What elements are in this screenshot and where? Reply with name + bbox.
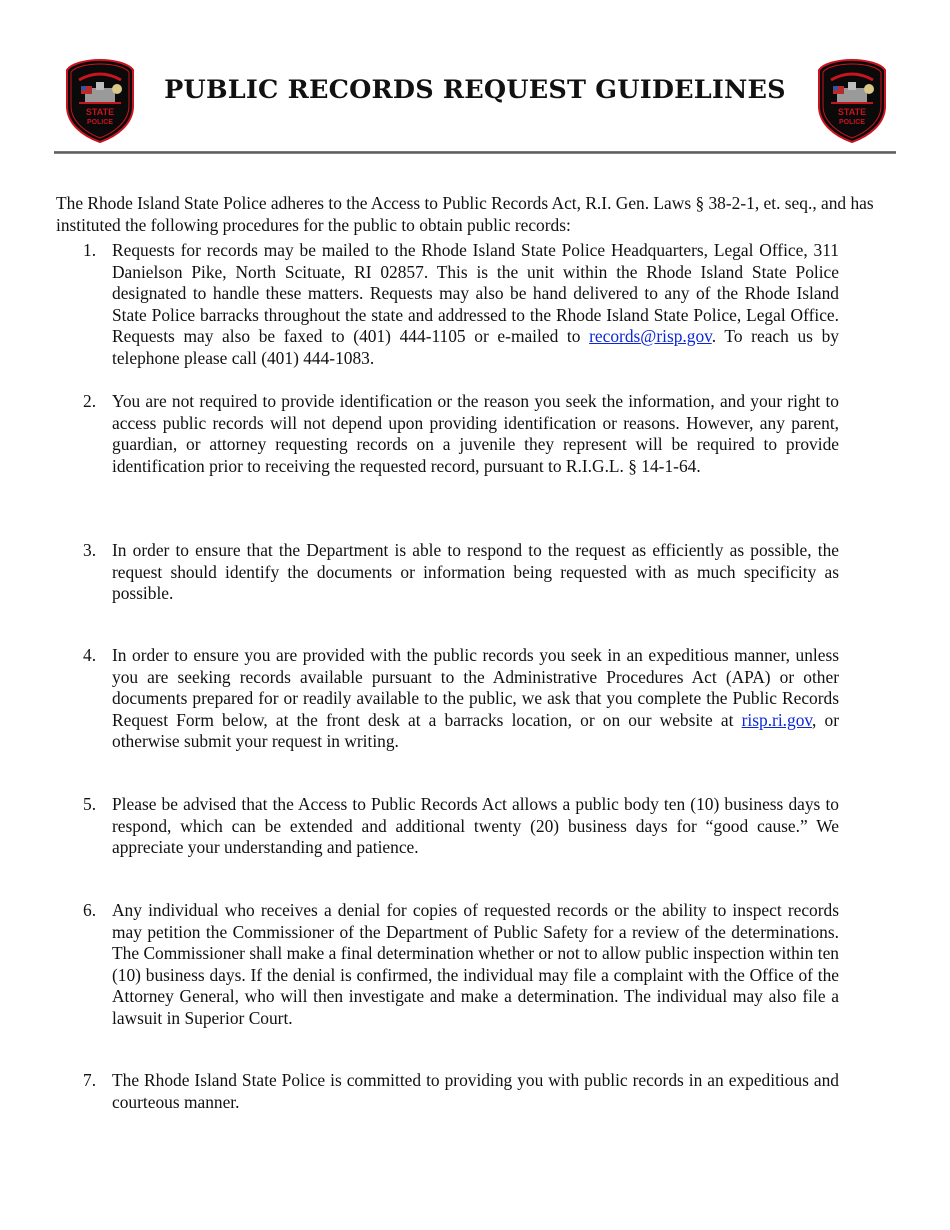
list-item xyxy=(56,240,841,369)
list-item xyxy=(56,391,841,477)
item-text: Please be advised that the Access to Public Records Act allows a public body ten (10) business days to respond, which can be extended and additional twenty (20) business days for “good cause.” We appreciate your understanding and patience. xyxy=(112,794,839,857)
header-divider xyxy=(54,151,896,154)
svg-text:STATE: STATE xyxy=(837,107,867,117)
list-item xyxy=(56,645,841,753)
list-item xyxy=(56,1070,841,1113)
intro-paragraph: The Rhode Island State Police adheres to the Access to Public Records Act, R.I. Gen. Laws § 38-2-1, et. seq., and has instituted the following procedures for the public to obtain public records: xyxy=(56,193,874,235)
item-text: In order to ensure you are provided with the public records you seek in an expeditious manner, unless you are seeking records available pursuant to the Administrative Procedures Act (APA) or other documents prepared for or readily available to the public, we ask that you complete the Public Records Request Form below, at the front desk at a barracks location, or on our website at risp.ri.gov, or otherwise submit your request in writing. xyxy=(112,645,839,751)
item-number: 6. xyxy=(83,900,97,920)
item-number: 7. xyxy=(83,1070,97,1090)
item-number: 1. xyxy=(83,240,97,260)
item-number: 5. xyxy=(83,794,97,814)
list-item xyxy=(56,900,841,1029)
list-item xyxy=(56,540,841,605)
page-title: PUBLIC RECORDS REQUEST GUIDELINES xyxy=(164,75,786,105)
item-number: 2. xyxy=(83,391,97,411)
svg-text:STATE: STATE xyxy=(85,107,115,117)
item-number: 4. xyxy=(83,645,97,665)
item-text: You are not required to provide identification or the reason you seek the information, and your right to access public records will not depend upon providing identification or reasons. However, any parent, guardian, or attorney requesting records on a juvenile they represent will be required to provide identification prior to receiving the requested record, pursuant to R.I.G.L. § 14-1-64. xyxy=(112,391,839,476)
svg-text:POLICE: POLICE xyxy=(86,119,114,126)
svg-text:POLICE: POLICE xyxy=(838,119,866,126)
item-text: In order to ensure that the Department is able to respond to the request as efficiently as possible, the request should identify the documents or information being requested with as much specificity as possible. xyxy=(112,540,839,603)
list-item xyxy=(56,794,841,859)
email-link[interactable]: records@risp.gov xyxy=(589,326,712,346)
item-text: Requests for records may be mailed to the Rhode Island State Police Headquarters, Legal Office, 311 Danielson Pike, North Scituate, RI 02857. This is the unit within the Rhode Island State Police designated to handle these matters. Requests may also be hand delivered to any of the Rhode Island State Police barracks throughout the state and addressed to the Rhode Island State Police, Legal Office. Requests may also be faxed to (401) 444-1105 or e-mailed to records@risp.gov. To reach us by telephone please call (401) 444-1083. xyxy=(112,240,839,368)
item-text: The Rhode Island State Police is committed to providing you with public records in an expeditious and courteous manner. xyxy=(112,1070,839,1112)
state-police-badge-icon xyxy=(65,58,135,144)
document-header xyxy=(0,0,950,160)
state-police-badge-icon xyxy=(817,58,887,144)
item-text: Any individual who receives a denial for copies of requested records or the ability to inspect records may petition the Commissioner of the Department of Public Safety for a review of the determinations. The Commissioner shall make a final determination whether or not to allow public inspection within ten (10) business days. If the denial is confirmed, the individual may file a complaint with the Office of the Attorney General, who will then investigate and make a determination. The individual may also file a lawsuit in Superior Court. xyxy=(112,900,839,1028)
item-number: 3. xyxy=(83,540,97,560)
website-link[interactable]: risp.ri.gov xyxy=(741,709,812,730)
